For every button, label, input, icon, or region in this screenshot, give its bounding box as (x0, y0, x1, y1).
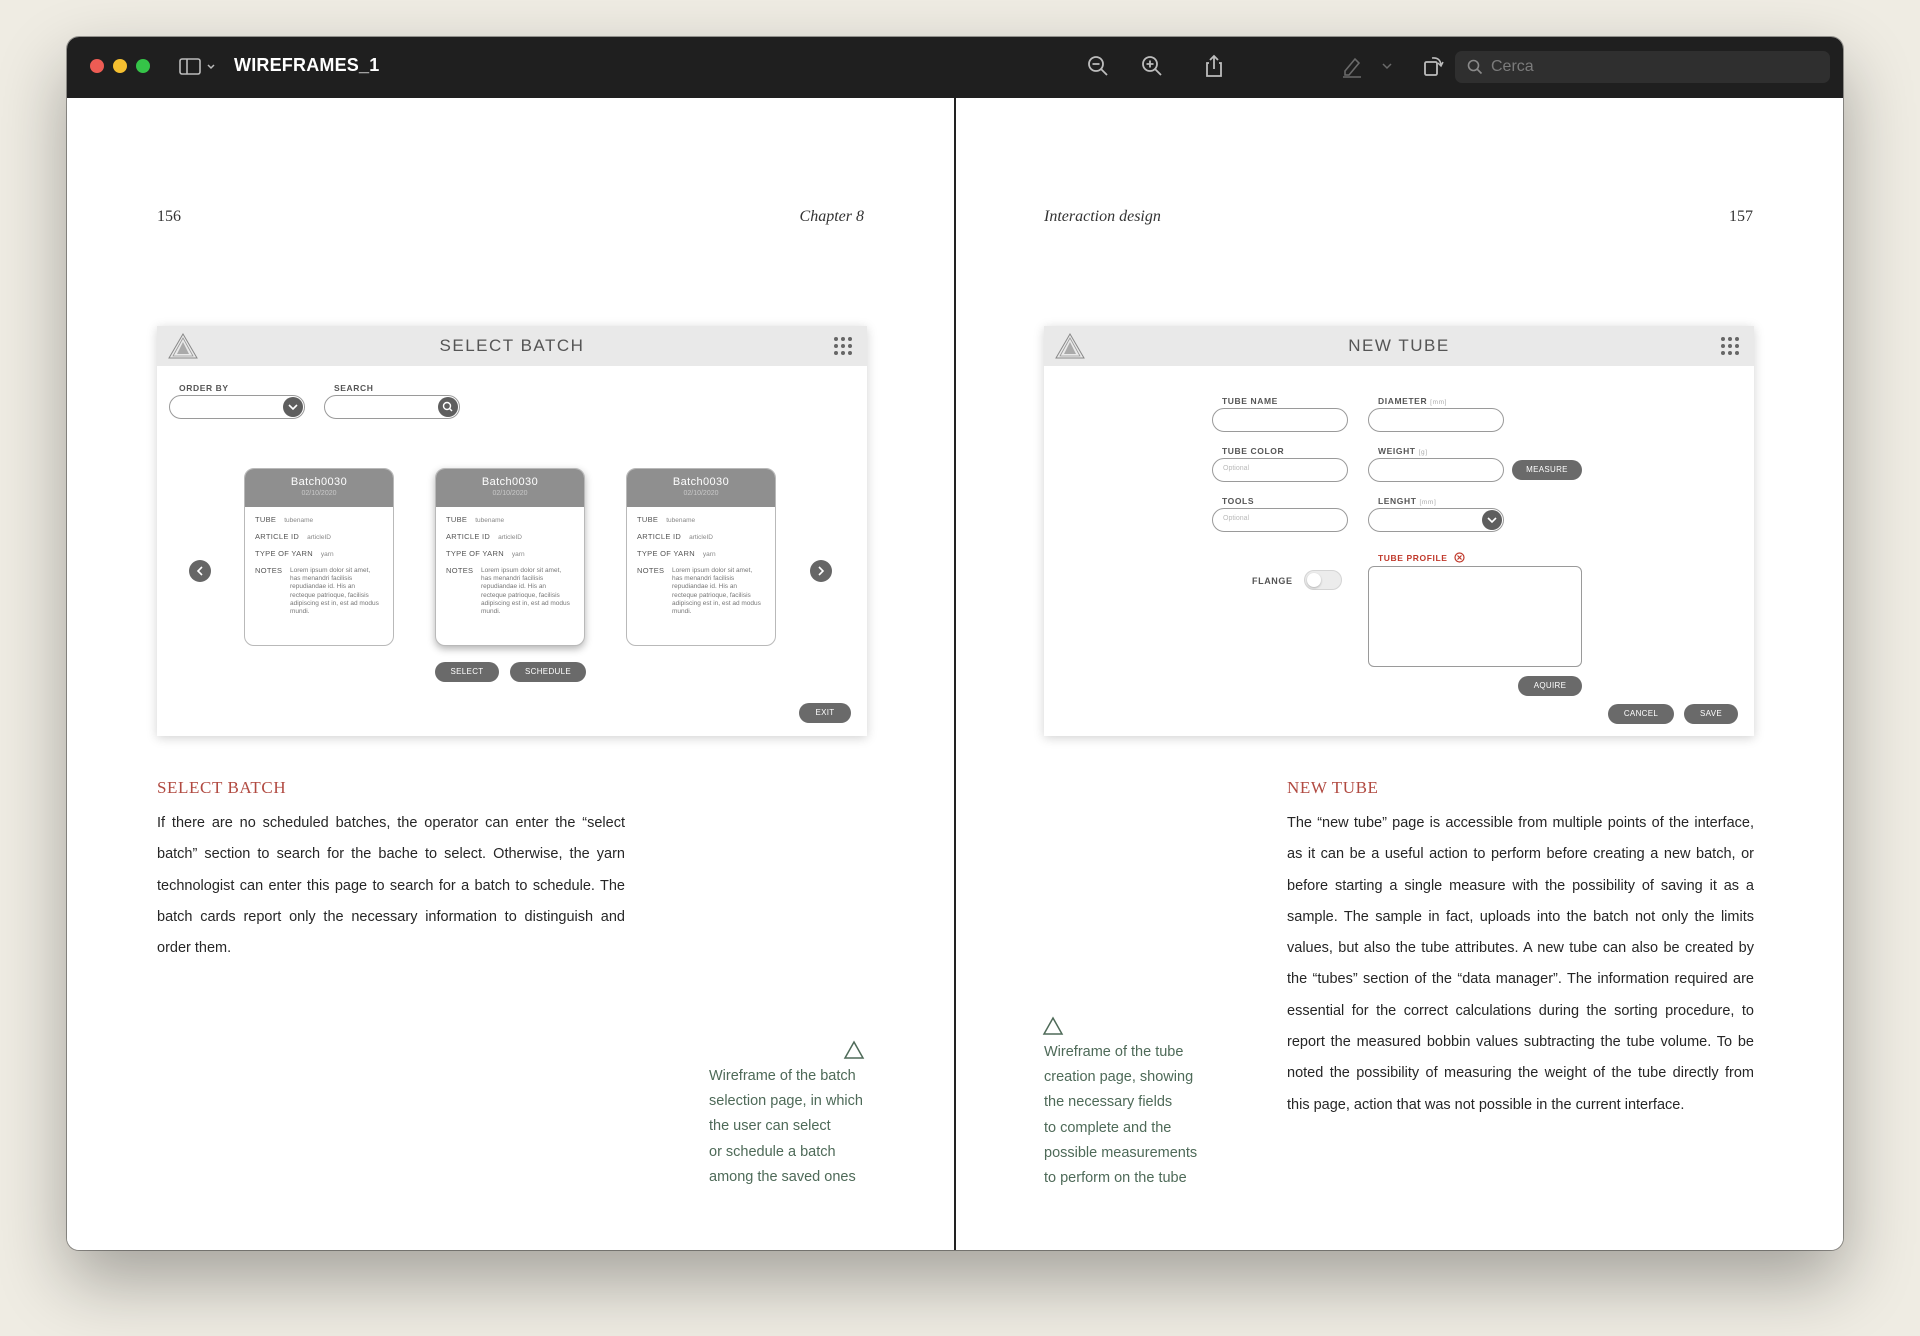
batch-card[interactable] (244, 468, 394, 646)
wireframe-header (1044, 326, 1754, 366)
close-window-button[interactable] (90, 59, 104, 73)
body-text: If there are no scheduled batches, the operator can enter the “select batch” section to search for the bache to select. Otherwise, the yarn technologist can enter this page to search for a batch to schedule. The batch cards report only the necessary information to distinguish and order them. (157, 815, 625, 957)
batch-date: 02/10/2020 (683, 490, 719, 497)
tube-profile-area[interactable] (1368, 566, 1582, 667)
batch-name: Batch0030 (290, 476, 348, 488)
flange-label: FLANGE (1252, 576, 1293, 586)
length-label: LENGHT [mm] (1378, 496, 1437, 506)
flange-toggle[interactable] (1304, 570, 1342, 590)
notes-text: Lorem ipsum dolor sit amet, has menandri facilisis repudiandae id. His an recteque patrioque, facilisis adipiscing est in, est ad modus mundi. (672, 567, 761, 616)
article-row: ARTICLE ID articleID (255, 532, 331, 541)
rotate-icon[interactable] (1420, 53, 1446, 79)
search-field[interactable] (1455, 51, 1830, 83)
triangle-icon (843, 1040, 865, 1060)
wireframe-title: NEW TUBE (1348, 336, 1450, 355)
wireframe-title: SELECT BATCH (439, 336, 585, 355)
page-number: 156 (157, 208, 181, 225)
batch-card-selected[interactable] (435, 468, 585, 646)
batch-date: 02/10/2020 (301, 490, 337, 497)
notes-label: NOTES (255, 566, 283, 575)
notes-label: NOTES (446, 566, 474, 575)
placeholder: Optional (1223, 515, 1250, 522)
notes-text: Lorem ipsum dolor sit amet, has menandri facilisis repudiandae id. His an recteque patrioque, facilisis adipiscing est in, est ad modus mundi. (481, 567, 570, 616)
page-156 (67, 98, 954, 1250)
yarn-row: TYPE OF YARN yarn (446, 549, 525, 558)
card-header (627, 469, 775, 507)
running-head: Interaction design (1044, 208, 1161, 225)
tube-row: TUBE tubename (255, 515, 314, 524)
page-157 (956, 98, 1843, 1250)
card-header (436, 469, 584, 507)
highlight-icon[interactable] (1339, 53, 1365, 79)
exit-button[interactable]: EXIT (799, 703, 851, 723)
zoom-out-icon[interactable] (1085, 53, 1111, 79)
order-by-dropdown[interactable] (169, 395, 305, 419)
zoom-in-icon[interactable] (1139, 53, 1165, 79)
figure-caption: Wireframe of the batch selection page, in which the user can select or schedule a batch among the saved ones (709, 1068, 863, 1185)
tools-input[interactable] (1212, 508, 1348, 532)
preview-window (67, 37, 1843, 1250)
title-bar (67, 37, 1843, 98)
placeholder: Optional (1223, 465, 1250, 472)
chevron-down-icon (1482, 510, 1502, 530)
sidebar-toggle-button[interactable] (179, 57, 221, 77)
chevron-left-icon (189, 560, 211, 582)
error-icon (1454, 552, 1465, 563)
tube-row: TUBE tubename (446, 515, 505, 524)
section-title: NEW TUBE (1287, 778, 1379, 797)
tools-label: TOOLS (1222, 496, 1255, 506)
length-dropdown[interactable] (1368, 508, 1504, 532)
select-button[interactable]: SELECT (435, 662, 499, 682)
card-header (245, 469, 393, 507)
article-row: ARTICLE ID articleID (446, 532, 522, 541)
next-arrow-button[interactable] (810, 560, 832, 582)
save-button[interactable]: SAVE (1684, 704, 1738, 724)
order-by-label: ORDER BY (179, 383, 229, 393)
minimize-window-button[interactable] (113, 59, 127, 73)
diameter-label: DIAMETER [mm] (1378, 396, 1448, 406)
weight-label: WEIGHT [g] (1378, 446, 1428, 456)
triangle-icon (1042, 1016, 1064, 1036)
page-number: 157 (1729, 208, 1753, 225)
section-title: SELECT BATCH (157, 778, 287, 797)
batch-card[interactable] (626, 468, 776, 646)
measure-button[interactable]: MEASURE (1512, 460, 1582, 480)
search-label: SEARCH (334, 383, 374, 393)
apps-grid-icon[interactable] (833, 336, 853, 356)
aquire-button[interactable]: AQUIRE (1518, 676, 1582, 696)
apps-grid-icon[interactable] (1720, 336, 1740, 356)
tube-name-label: TUBE NAME (1222, 396, 1278, 406)
window-title: WIREFRAMES_1 (234, 55, 380, 75)
previous-arrow-button[interactable] (189, 560, 211, 582)
running-head: Chapter 8 (799, 208, 864, 225)
cancel-button[interactable]: CANCEL (1608, 704, 1674, 724)
new-tube-wireframe (1044, 326, 1754, 736)
select-batch-wireframe (157, 326, 867, 736)
search-placeholder: Cerca (1491, 58, 1534, 75)
notes-label: NOTES (637, 566, 665, 575)
share-icon[interactable] (1201, 53, 1227, 79)
chevron-right-icon (810, 560, 832, 582)
search-icon (1467, 59, 1483, 75)
tube-color-label: TUBE COLOR (1222, 446, 1285, 456)
notes-text: Lorem ipsum dolor sit amet, has menandri facilisis repudiandae id. His an recteque patrioque, facilisis adipiscing est in, est ad modus mundi. (290, 567, 379, 616)
batch-name: Batch0030 (481, 476, 539, 488)
weight-input[interactable] (1368, 458, 1504, 482)
tube-row: TUBE tubename (637, 515, 696, 524)
figure-caption: Wireframe of the tube creation page, showing the necessary fields to complete and the possible measurements to perform on the tube (1044, 1044, 1198, 1187)
tube-color-input[interactable] (1212, 458, 1348, 482)
tube-profile-label: TUBE PROFILE (1378, 552, 1465, 563)
wireframe-header (157, 326, 867, 366)
zoom-window-button[interactable] (136, 59, 150, 73)
batch-date: 02/10/2020 (492, 490, 528, 497)
chevron-down-icon (283, 397, 303, 417)
sidebar-icon (179, 57, 221, 77)
highlight-menu-chevron-icon[interactable] (1379, 53, 1395, 79)
tube-name-input[interactable] (1212, 408, 1348, 432)
search-icon (438, 397, 458, 417)
batch-search-input[interactable] (324, 395, 460, 419)
body-text: The “new tube” page is accessible from multiple points of the interface, as it can be a useful action to perform before creating a new batch, or before starting a single measure with the possibility of saving it as a sample. The sample in fact, uploads into the batch not only the limits values, but also the tube attributes. A new tube can also be created by the “tubes” section of the “data manager”. The information required are essential for the correct calculations during the sorting procedure, to report the measured bobbin values subtracting the tube volume. To be noted the possibility of measuring the weight of the tube directly from this page, action that was not possible in the current interface. (1287, 815, 1754, 1113)
batch-name: Batch0030 (672, 476, 730, 488)
diameter-input[interactable] (1368, 408, 1504, 432)
yarn-row: TYPE OF YARN yarn (255, 549, 334, 558)
article-row: ARTICLE ID articleID (637, 532, 713, 541)
schedule-button[interactable]: SCHEDULE (510, 662, 586, 682)
yarn-row: TYPE OF YARN yarn (637, 549, 716, 558)
